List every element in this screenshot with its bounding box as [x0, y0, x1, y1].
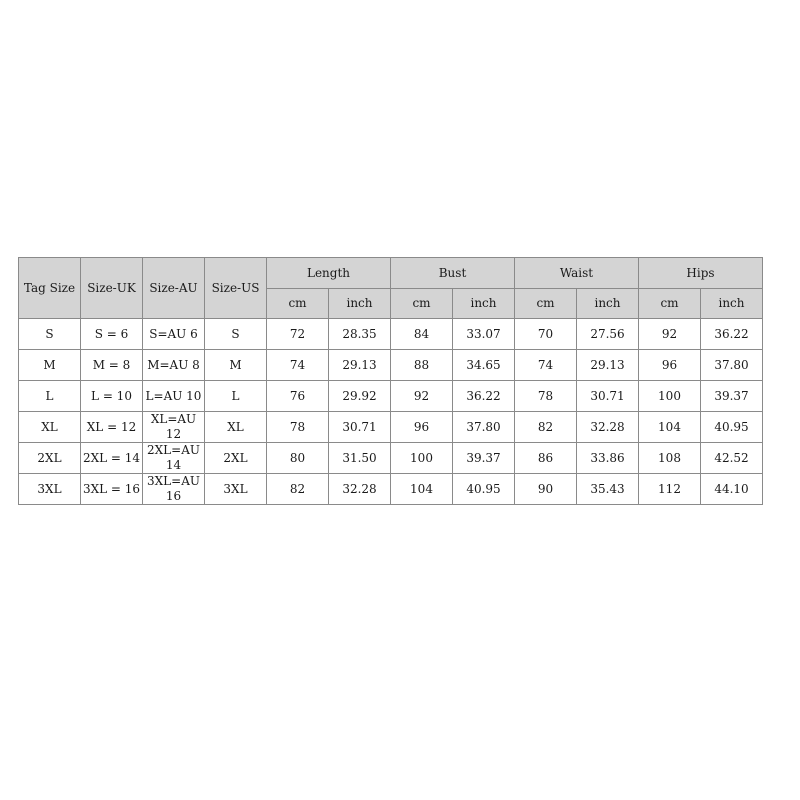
table-row	[19, 412, 763, 443]
table-cell: 32.28	[577, 412, 639, 443]
table-cell: 2XL	[205, 443, 267, 474]
table-cell: 70	[515, 319, 577, 350]
table-cell: 35.43	[577, 474, 639, 505]
unit-length-inch: inch	[329, 289, 391, 319]
table-cell: S	[19, 319, 81, 350]
table-cell: 2XL = 14	[81, 443, 143, 474]
unit-waist-inch: inch	[577, 289, 639, 319]
table-cell: 92	[391, 381, 453, 412]
table-cell: 37.80	[701, 350, 763, 381]
table-cell: 96	[639, 350, 701, 381]
size-chart-table	[18, 257, 763, 505]
table-cell: 37.80	[453, 412, 515, 443]
table-cell: 100	[391, 443, 453, 474]
table-cell: 80	[267, 443, 329, 474]
table-cell: 36.22	[701, 319, 763, 350]
table-cell: 34.65	[453, 350, 515, 381]
table-cell: 29.92	[329, 381, 391, 412]
table-cell: 82	[515, 412, 577, 443]
unit-length-cm: cm	[267, 289, 329, 319]
table-cell: L = 10	[81, 381, 143, 412]
table-cell: 42.52	[701, 443, 763, 474]
table-cell: 88	[391, 350, 453, 381]
table-cell: XL	[205, 412, 267, 443]
table-cell: 39.37	[701, 381, 763, 412]
size-chart	[18, 257, 763, 505]
table-cell: XL=AU 12	[143, 412, 205, 443]
table-cell: 74	[515, 350, 577, 381]
header-waist: Waist	[515, 258, 639, 289]
table-cell: XL	[19, 412, 81, 443]
header-size-us: Size-US	[205, 258, 267, 319]
table-cell: XL = 12	[81, 412, 143, 443]
table-cell: S	[205, 319, 267, 350]
table-cell: 3XL = 16	[81, 474, 143, 505]
table-cell: 33.07	[453, 319, 515, 350]
header-bust: Bust	[391, 258, 515, 289]
table-cell: 96	[391, 412, 453, 443]
table-cell: 30.71	[329, 412, 391, 443]
table-cell: 92	[639, 319, 701, 350]
unit-bust-inch: inch	[453, 289, 515, 319]
table-cell: 40.95	[453, 474, 515, 505]
table-cell: 82	[267, 474, 329, 505]
table-row	[19, 381, 763, 412]
header-tag-size: Tag Size	[19, 258, 81, 319]
table-cell: 29.13	[577, 350, 639, 381]
header-row	[19, 258, 763, 289]
table-cell: 29.13	[329, 350, 391, 381]
unit-waist-cm: cm	[515, 289, 577, 319]
table-cell: M	[19, 350, 81, 381]
table-cell: 76	[267, 381, 329, 412]
table-cell: 27.56	[577, 319, 639, 350]
table-cell: 28.35	[329, 319, 391, 350]
table-cell: 78	[267, 412, 329, 443]
table-cell: 44.10	[701, 474, 763, 505]
table-row	[19, 350, 763, 381]
table-cell: 39.37	[453, 443, 515, 474]
header-size-au: Size-AU	[143, 258, 205, 319]
table-cell: 78	[515, 381, 577, 412]
table-cell: L=AU 10	[143, 381, 205, 412]
table-cell: 86	[515, 443, 577, 474]
table-cell: 32.28	[329, 474, 391, 505]
table-cell: 104	[639, 412, 701, 443]
table-cell: 33.86	[577, 443, 639, 474]
table-cell: 3XL	[19, 474, 81, 505]
table-cell: 36.22	[453, 381, 515, 412]
table-cell: 2XL=AU 14	[143, 443, 205, 474]
table-cell: 72	[267, 319, 329, 350]
table-cell: 30.71	[577, 381, 639, 412]
table-cell: 84	[391, 319, 453, 350]
table-cell: 104	[391, 474, 453, 505]
table-cell: M=AU 8	[143, 350, 205, 381]
table-cell: M = 8	[81, 350, 143, 381]
table-cell: L	[205, 381, 267, 412]
table-cell: 3XL=AU 16	[143, 474, 205, 505]
header-length: Length	[267, 258, 391, 289]
table-cell: 40.95	[701, 412, 763, 443]
header-hips: Hips	[639, 258, 763, 289]
table-cell: S=AU 6	[143, 319, 205, 350]
table-cell: 90	[515, 474, 577, 505]
table-row	[19, 443, 763, 474]
table-cell: 3XL	[205, 474, 267, 505]
unit-hips-cm: cm	[639, 289, 701, 319]
unit-hips-inch: inch	[701, 289, 763, 319]
table-cell: 112	[639, 474, 701, 505]
table-row	[19, 319, 763, 350]
table-cell: 74	[267, 350, 329, 381]
table-row	[19, 474, 763, 505]
table-cell: 31.50	[329, 443, 391, 474]
table-cell: L	[19, 381, 81, 412]
table-cell: 108	[639, 443, 701, 474]
unit-bust-cm: cm	[391, 289, 453, 319]
table-cell: 100	[639, 381, 701, 412]
table-cell: S = 6	[81, 319, 143, 350]
header-size-uk: Size-UK	[81, 258, 143, 319]
table-cell: M	[205, 350, 267, 381]
table-cell: 2XL	[19, 443, 81, 474]
